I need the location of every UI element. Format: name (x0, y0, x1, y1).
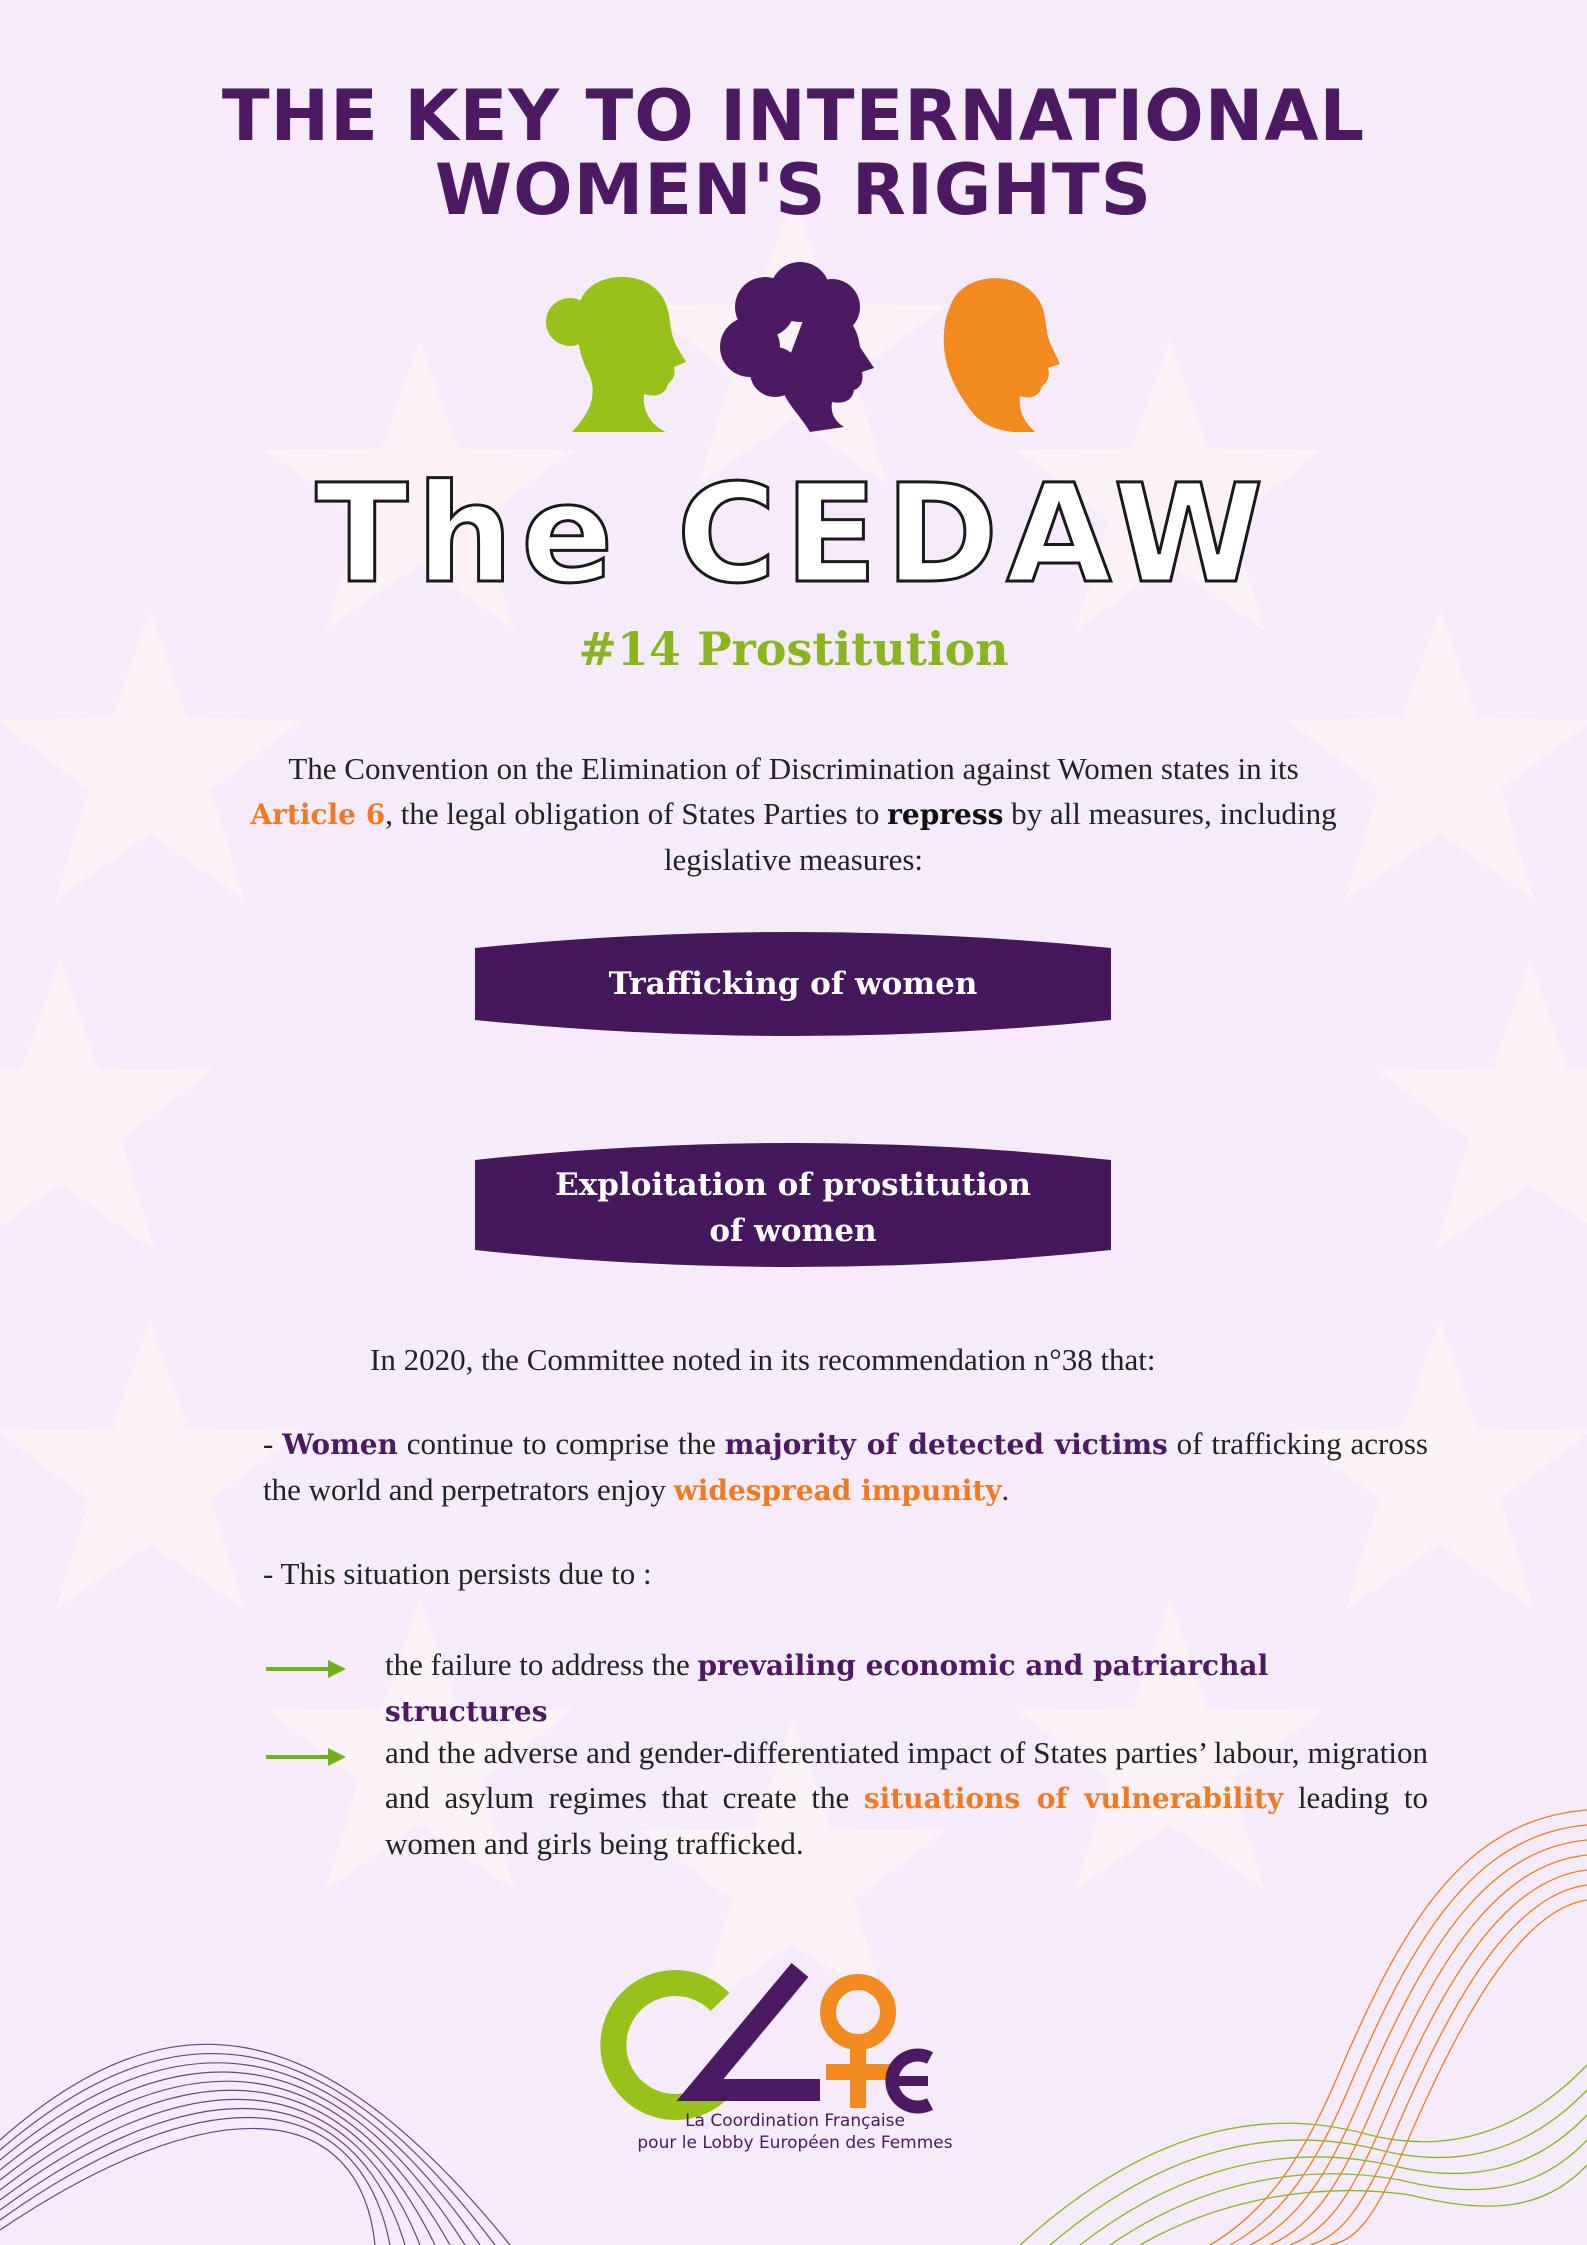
intro-text-3: by all measures, including legislative measures: (663, 796, 1337, 877)
clef-logo (590, 1960, 950, 2120)
committee-point-2: - This situation persists due to : (263, 1556, 652, 1591)
committee-point-1 (263, 1421, 1428, 1513)
pill-exploitation-line1: Exploitation of prostitution (555, 1167, 1031, 1203)
main-title-line1: THE KEY TO INTERNATIONAL (221, 75, 1366, 157)
majority-victims-highlight: majority of detected victims (724, 1428, 1168, 1461)
committee-intro: In 2020, the Committee noted in its recommendation n°38 that: (370, 1342, 1156, 1377)
bullet-2 (385, 1730, 1428, 1866)
orange-woman-silhouette-icon (944, 278, 1060, 432)
green-woman-silhouette-icon (546, 277, 686, 432)
green-arrow-icon (264, 1744, 348, 1770)
point1-text-c: . (1001, 1472, 1010, 1507)
pill-exploitation-line2: of women (709, 1213, 877, 1249)
repress-highlight: repress (887, 798, 1004, 831)
logo-caption (560, 2110, 1030, 2154)
topic-heading: #14 Prostitution (578, 622, 1009, 676)
wave-lines-bottom-right (1020, 1810, 1587, 2245)
women-profiles-illustration (540, 262, 1060, 432)
intro-text-2: , the legal obligation of States Parties to (385, 796, 888, 831)
dash: - (263, 1426, 283, 1461)
vulnerability-highlight: situations of vulnerability (863, 1782, 1284, 1815)
wave-lines-bottom-left (0, 2044, 510, 2245)
point1-text-b: of trafficking across the world and perpetrators enjoy (263, 1426, 1429, 1507)
bullet2-text-a: and the adverse and gender-differentiated impact of States parties’ labour, migration and asylum regimes that create the (385, 1735, 1428, 1815)
impunity-highlight: widespread impunity (673, 1474, 1002, 1507)
purple-woman-silhouette-icon (720, 262, 874, 432)
point1-text-a: continue to comprise the (397, 1426, 725, 1461)
green-arrow-icon (264, 1656, 348, 1682)
bullet1-text: the failure to address the (385, 1647, 698, 1682)
logo-caption-line2: pour le Lobby Européen des Femmes (637, 2133, 953, 2153)
cedaw-title: The CEDAW (315, 456, 1272, 614)
pill-exploitation-label (474, 1162, 1112, 1254)
intro-text-1: The Convention on the Elimination of Discrimination against Women states in its (288, 751, 1299, 786)
women-highlight: Women (282, 1428, 398, 1461)
logo-caption-line1: La Coordination Française (685, 2111, 905, 2131)
bullet-1 (385, 1642, 1430, 1734)
intro-paragraph (250, 746, 1337, 882)
article-6-highlight: Article 6 (250, 798, 386, 831)
patriarchal-structures-highlight: prevailing economic and patriarchal structures (385, 1649, 1269, 1728)
main-title-line2: WOMEN'S RIGHTS (434, 149, 1153, 231)
pill-trafficking-label: Trafficking of women (608, 966, 978, 1002)
bullet2-text-b: leading to women and girls being trafficked. (385, 1780, 1428, 1861)
